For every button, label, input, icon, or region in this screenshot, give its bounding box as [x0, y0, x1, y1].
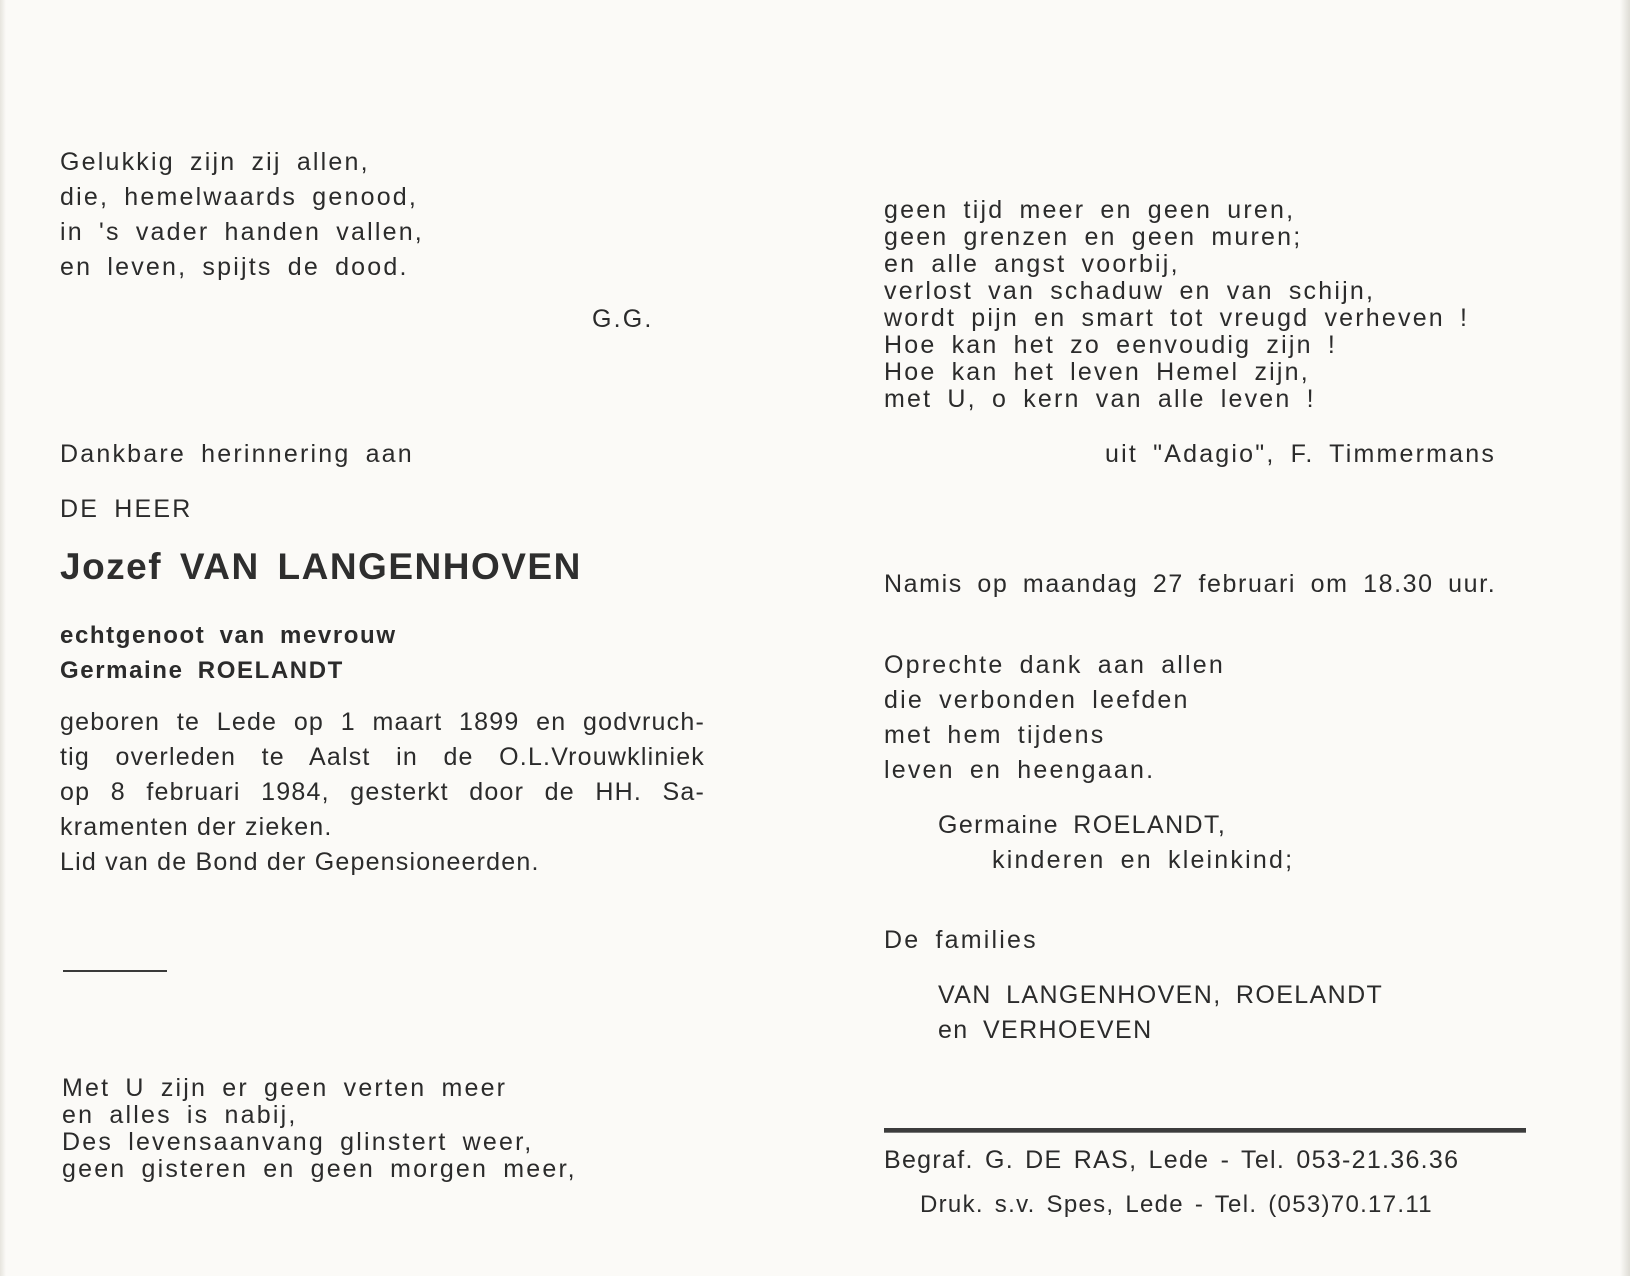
poem-right-line: met U, o kern van alle leven ! [884, 385, 1316, 413]
poem-bottom-line: en alles is nabij, [62, 1101, 298, 1129]
poem-bottom-line: geen gisteren en geen morgen meer, [62, 1155, 577, 1183]
families-line: en VERHOEVEN [938, 1016, 1153, 1044]
poem-right-line: geen grenzen en geen muren; [884, 223, 1303, 251]
poem-right [884, 197, 1469, 413]
biography [60, 705, 705, 880]
poem-top-line: die, hemelwaards genood, [60, 183, 419, 211]
poem-source: uit "Adagio", F. Timmermans [1105, 440, 1497, 468]
poem-right-line: verlost van schaduw en van schijn, [884, 277, 1376, 305]
bio-line: geboren te Lede op 1 maart 1899 en godvruch- [60, 708, 705, 736]
deceased-name: Jozef VAN LANGENHOVEN [60, 546, 582, 587]
footer-printer: Druk. s.v. Spes, Lede - Tel. (053)70.17.11 [920, 1191, 1433, 1218]
bio-line: op 8 februari 1984, gesterkt door de HH. Sa- [60, 778, 705, 806]
thanks-line: Oprechte dank aan allen [884, 651, 1226, 679]
bio-line: tig overleden te Aalst in de O.L.Vrouwkliniek [60, 743, 705, 771]
poem-bottom [62, 1075, 577, 1183]
poem-bottom-line: Met U zijn er geen verten meer [62, 1074, 508, 1102]
poem-right-line: geen tijd meer en geen uren, [884, 196, 1296, 224]
families-line: VAN LANGENHOVEN, ROELANDT [938, 981, 1384, 1009]
bio-line: Lid van de Bond der Gepensioneerden. [60, 848, 540, 876]
poem-bottom-line: Des levensaanvang glinstert weer, [62, 1128, 534, 1156]
divider-long [884, 1128, 1526, 1133]
honorific: DE HEER [60, 495, 193, 523]
paper-edge-right [1620, 0, 1630, 1276]
spouse-name: Germaine ROELANDT [60, 657, 344, 684]
thanks-line: leven en heengaan. [884, 756, 1156, 784]
divider-short [63, 970, 167, 972]
poem-top-line: Gelukkig zijn zij allen, [60, 148, 370, 176]
intro-text: Dankbare herinnering aan [60, 440, 414, 468]
paper-edge-left [0, 0, 6, 1276]
thanks-line: met hem tijdens [884, 721, 1106, 749]
poem-top-line: in 's vader handen vallen, [60, 218, 424, 246]
families-intro: De families [884, 926, 1038, 954]
poem-right-line: en alle angst voorbij, [884, 250, 1180, 278]
poem-right-line: Hoe kan het zo eenvoudig zijn ! [884, 331, 1338, 359]
signature-line: Germaine ROELANDT, [938, 811, 1227, 839]
poem-top-author: G.G. [592, 305, 654, 333]
poem-top-line: en leven, spijts de dood. [60, 253, 409, 281]
signature-line: kinderen en kleinkind; [992, 846, 1295, 874]
families-names [938, 978, 1383, 1048]
spouse-line: echtgenoot van mevrouw [60, 622, 397, 649]
spouse-block [60, 618, 397, 688]
poem-right-line: wordt pijn en smart tot vreugd verheven ! [884, 304, 1470, 332]
poem-right-line: Hoe kan het leven Hemel zijn, [884, 358, 1310, 386]
mass-announcement: Namis op maandag 27 februari om 18.30 uur. [884, 570, 1497, 598]
bio-line: kramenten der zieken. [60, 813, 333, 841]
thanks-line: die verbonden leefden [884, 686, 1190, 714]
poem-top [60, 145, 424, 285]
footer-undertaker: Begraf. G. DE RAS, Lede - Tel. 053-21.36.36 [884, 1146, 1460, 1174]
thanks-text [884, 648, 1225, 788]
